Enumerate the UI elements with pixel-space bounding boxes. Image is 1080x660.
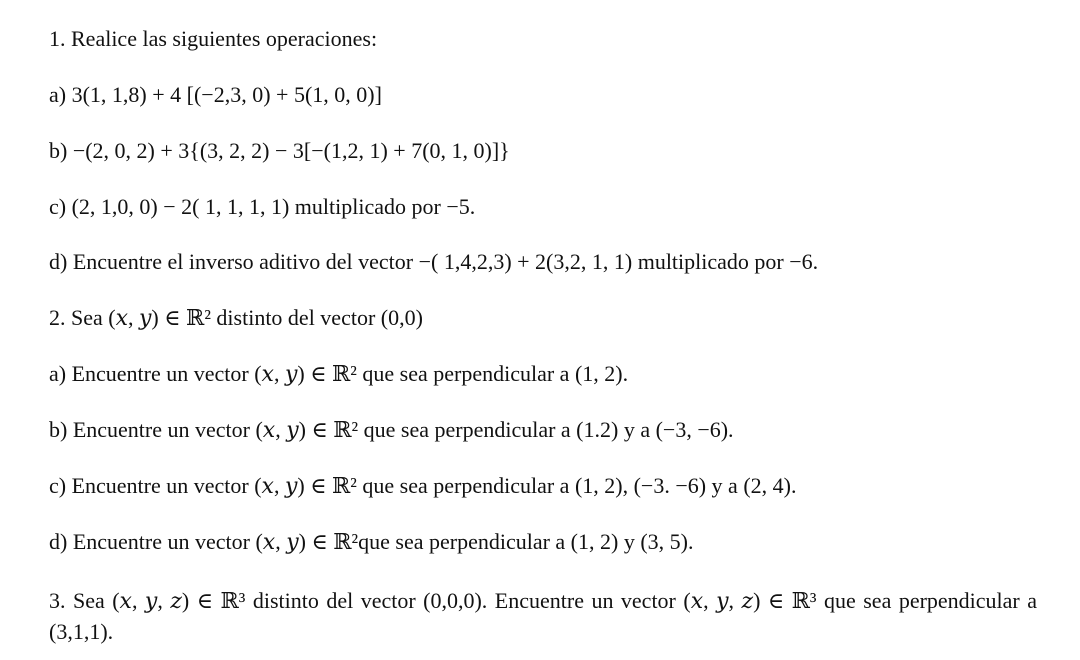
exercise-2c: c) Encuentre un vector (𝑥, 𝑦) ∈ ℝ² que sea perpendicular a (1, 2), (−3. −6) y a (2, 4). xyxy=(49,473,797,498)
exercise-1d: d) Encuentre el inverso aditivo del vector −( 1,4,2,3) + 2(3,2, 1, 1) multiplicado por −6. xyxy=(49,249,819,274)
exercise-1b: b) −(2, 0, 2) + 3{(3, 2, 2) − 3[−(1,2, 1) + 7(0, 1, 0)]} xyxy=(49,138,510,163)
exercise-1-heading: 1. Realice las siguientes operaciones: xyxy=(49,26,378,51)
exercise-2a: a) Encuentre un vector (𝑥, 𝑦) ∈ ℝ² que sea perpendicular a (1, 2). xyxy=(49,361,629,386)
exercise-2-heading: 2. Sea (𝑥, 𝑦) ∈ ℝ² distinto del vector (0,0) xyxy=(49,305,423,330)
exercise-2b: b) Encuentre un vector (𝑥, 𝑦) ∈ ℝ² que sea perpendicular a (1.2) y a (−3, −6). xyxy=(49,417,734,442)
exercise-3: 3. Sea (𝑥, 𝑦, 𝑧) ∈ ℝ³ distinto del vector (0,0,0). Encuentre un vector (𝑥, 𝑦, 𝑧) ∈ ℝ³ que sea perpendicular a (3,1,1). xyxy=(49,588,1037,644)
exercise-1c: c) (2, 1,0, 0) − 2( 1, 1, 1, 1) multiplicado por −5. xyxy=(49,194,476,219)
exercise-1a: a) 3(1, 1,8) + 4 [(−2,3, 0) + 5(1, 0, 0)] xyxy=(49,82,382,107)
exercise-2d: d) Encuentre un vector (𝑥, 𝑦) ∈ ℝ²que sea perpendicular a (1, 2) y (3, 5). xyxy=(49,529,694,554)
